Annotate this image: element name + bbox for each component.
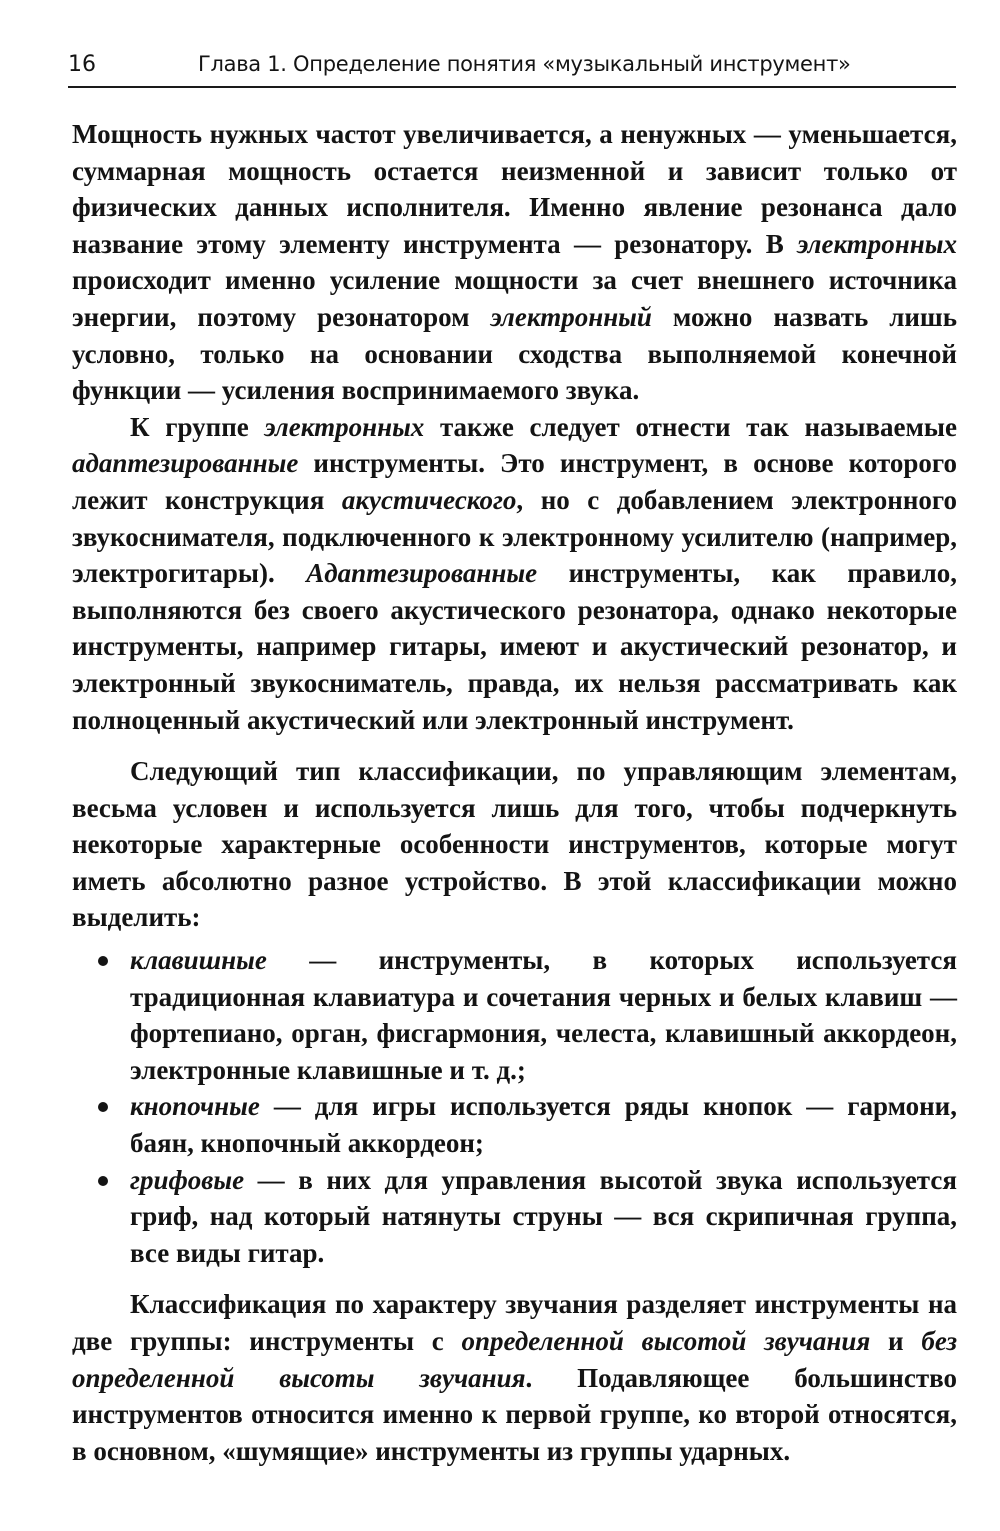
paragraph-text: К группе <box>130 411 265 442</box>
italic-term: электронных <box>264 411 425 442</box>
paragraph-text: , весьма условен и используется лишь для того, чтобы подчеркнуть некоторые характерные особенности инструментов, которые могут иметь абсолютно разное устройство. В этой классификации можно выделить: <box>72 756 957 933</box>
running-title: Глава 1. Определение понятия «музыкальный инструмент» <box>198 52 851 76</box>
bold-term: по характеру звучания <box>334 1289 618 1320</box>
italic-term: кнопочные <box>130 1091 260 1122</box>
paragraph-text: . Подавляющее большинство инструментов относится именно к первой группе, ко второй относятся, в основном, «шумящие» инструменты из группы ударных. <box>72 1362 957 1466</box>
italic-term: клавишные <box>130 945 267 976</box>
bullet-list <box>72 942 957 1271</box>
paragraph-text: можно назвать лишь условно, только на основании сходства выполняемой конечной функции — усиления воспринимаемого звука. <box>72 301 957 406</box>
list-item-text: — инструменты, в которых используется традиционная клавиатура и сочетания черных и белых клавиш — фортепиано, орган, фисгармония, челеста, клавишный аккордеон, электронные клавишные и т. д.; <box>130 945 957 1085</box>
paragraph-text: также следует отнести так называемые <box>424 411 957 442</box>
paragraph-text: и <box>870 1326 922 1356</box>
bullet-dot-icon <box>98 1102 108 1112</box>
paragraph-text: Следующий тип классификации, <box>130 756 577 787</box>
bold-term: по управляющим элементам <box>576 756 951 787</box>
body-text <box>72 116 957 1469</box>
paragraph-text: , но с добавлением электронного звукоснимателя, подключенного к электронному усилителю (например, электрогитары). <box>72 484 957 589</box>
paragraph-text: инструменты. Это инструмент, в основе которого лежит конструкция <box>72 448 957 515</box>
italic-term: Адаптезированные <box>306 558 538 589</box>
list-item <box>72 1088 957 1161</box>
paragraph-resonance <box>72 116 957 409</box>
paragraph-text: разделяет инструменты на две группы: инструменты с <box>72 1289 957 1356</box>
bullet-dot-icon <box>98 1176 108 1186</box>
list-item-text: — в них для управления высотой звука используется гриф, над который натянуты струны — вся скрипичная группа, все виды гитар. <box>130 1164 957 1268</box>
paragraph-text: Классификация <box>130 1289 335 1320</box>
italic-term: адаптезированные <box>72 448 299 479</box>
paragraph-control-elements <box>72 753 957 936</box>
paragraph-text: происходит именно усиление мощности за счет внешнего источника энергии, поэтому резонатором <box>72 265 957 332</box>
page-number: 16 <box>68 52 96 77</box>
list-item <box>72 942 957 1088</box>
italic-term: грифовые <box>130 1164 245 1195</box>
italic-term: электронный <box>490 301 652 332</box>
italic-term: без определенной высоты звучания <box>72 1326 957 1393</box>
list-item <box>72 1162 957 1272</box>
paragraph-adapted-instruments <box>72 409 957 738</box>
list-item-text: — для игры используется ряды кнопок — гармони, баян, кнопочный аккордеон; <box>130 1091 957 1159</box>
bullet-dot-icon <box>98 956 108 966</box>
italic-term: электронных <box>797 228 957 259</box>
paragraph-text: Мощность нужных частот увеличивается, а ненужных — уменьшается, суммарная мощность остается неизменной и зависит только от физических данных исполнителя. Именно явление резонанса дало название этому элементу инструмента — резонатору. В <box>72 119 957 259</box>
page-header <box>68 48 956 88</box>
paragraph-sound-character <box>72 1286 957 1469</box>
paragraph-text: инструменты, как правило, выполняются без своего акустического резонатора, однако некоторые инструменты, например гитары, имеют и акустический резонатор, и электронный звукосниматель, правда, их нельзя рассматривать как полноценный акустический или электронный инструмент. <box>72 558 957 735</box>
italic-term: акустического <box>341 484 517 515</box>
italic-term: определенной высотой звучания <box>461 1326 871 1356</box>
